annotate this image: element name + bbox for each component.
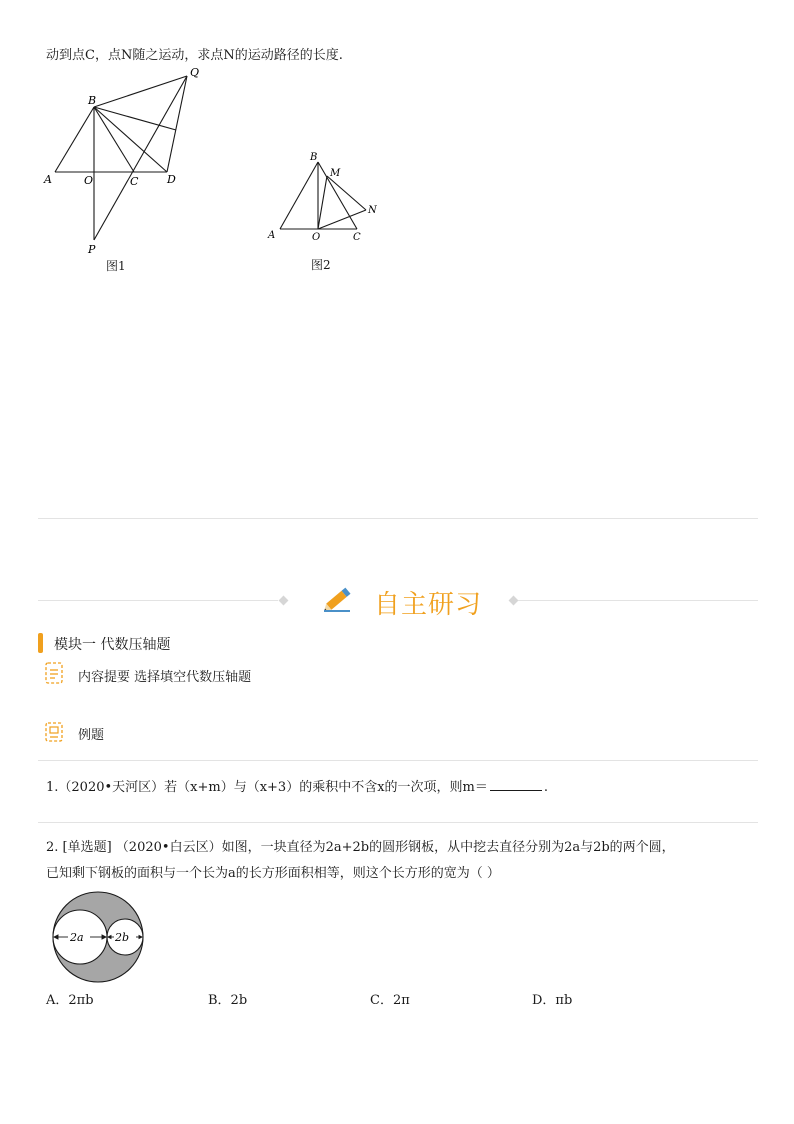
point-label-o: O (312, 232, 321, 243)
option-d[interactable]: D．πb (532, 993, 573, 1008)
intro-line: 动到点C，点N随之运动，求点N的运动路径的长度. (46, 48, 343, 63)
question-2-line-2: 已知剩下钢板的面积与一个长为a的长方形面积相等，则这个长方形的宽为（ ） (46, 866, 500, 881)
option-a[interactable]: A．2πb (46, 993, 94, 1008)
figure-2 (262, 146, 392, 246)
segment-qd (167, 76, 187, 172)
banner-title: 自主研习 (374, 590, 483, 620)
section-divider (38, 518, 758, 519)
banner-diamond-right (509, 596, 519, 606)
segment-om (318, 176, 327, 229)
question-1 (46, 776, 548, 795)
figure-1 (40, 62, 220, 262)
circle-figure (44, 890, 156, 986)
answer-blank (490, 778, 542, 791)
segment-qp (94, 76, 187, 240)
point-label-b: B (310, 152, 318, 163)
figure-1-caption: 图1 (106, 259, 126, 273)
segment-ab (280, 162, 318, 229)
point-label-m: M (330, 168, 341, 179)
book-icon (42, 720, 66, 744)
segment-on (318, 210, 366, 229)
point-label-o: O (84, 174, 94, 187)
question-divider (38, 822, 758, 823)
point-label-a: A (44, 173, 52, 186)
point-label-q: Q (190, 66, 200, 79)
banner-line-left (38, 600, 278, 601)
option-b[interactable]: B．2b (208, 993, 248, 1008)
point-label-d: D (167, 173, 176, 186)
pencil-icon (320, 583, 356, 615)
question-1-text: 1.（2020•天河区）若（x+m）与（x+3）的乘积中不含x的一次项，则m＝ (46, 780, 488, 795)
module-title: 模块一 代数压轴题 (54, 637, 171, 653)
banner-line-right (518, 600, 758, 601)
document-icon (42, 661, 66, 685)
segment-bq (94, 76, 187, 107)
option-c[interactable]: C．2π (370, 993, 410, 1008)
label-2a: 2a (70, 931, 84, 944)
segment-ab (55, 107, 94, 172)
content-summary-label: 内容提要 选择填空代数压轴题 (78, 670, 252, 685)
label-2b: 2b (115, 931, 130, 944)
point-label-c: C (353, 232, 361, 243)
question-2-line-1: 2. [单选题] （2020•白云区）如图，一块直径为2a+2b的圆形钢板，从中挖去直径分别为2a与2b的两个圆， (46, 840, 675, 855)
point-label-p: P (88, 243, 96, 256)
point-label-b: B (88, 94, 97, 107)
example-divider (38, 760, 758, 761)
point-label-c: C (130, 175, 139, 188)
banner-diamond-left (279, 596, 289, 606)
figure-2-caption: 图2 (311, 258, 331, 272)
module-accent-bar (38, 633, 43, 653)
point-label-a: A (268, 230, 276, 241)
example-label: 例题 (78, 728, 105, 743)
point-label-n: N (368, 205, 377, 216)
segment-mn (327, 176, 366, 210)
question-1-end: . (543, 780, 549, 795)
